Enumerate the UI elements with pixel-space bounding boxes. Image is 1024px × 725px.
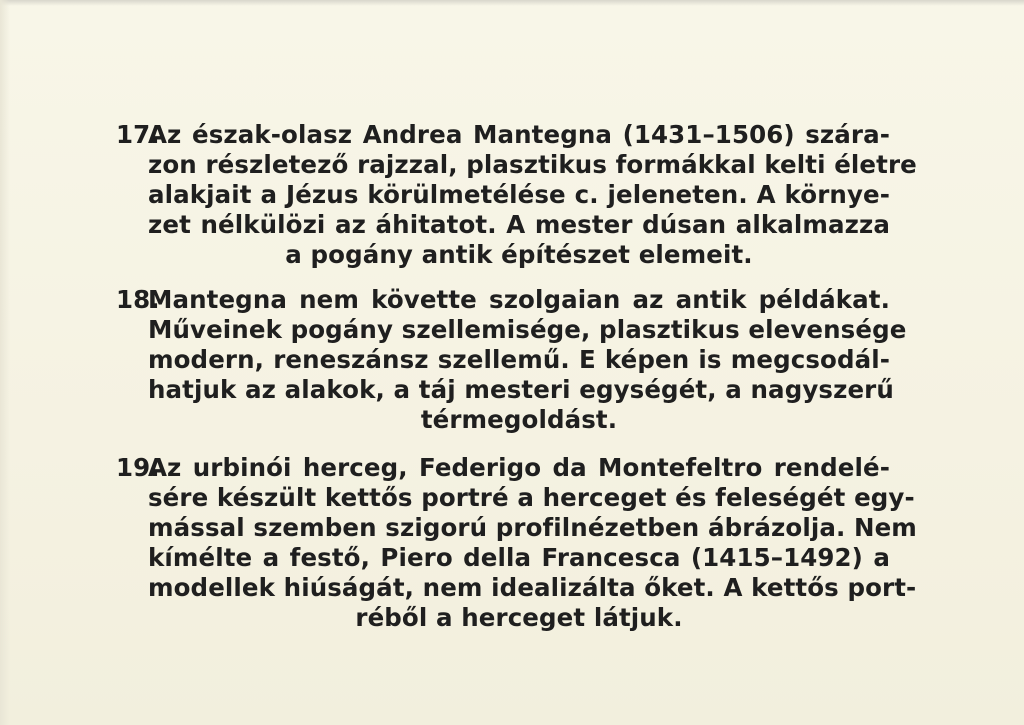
entry-number: 19. [116, 453, 160, 482]
page-top-edge [0, 0, 1024, 6]
caption-entry-19 [100, 453, 917, 633]
entry-line: a pogány antik építészet elemeit. [285, 240, 753, 269]
entry-line: réből a herceget látjuk. [355, 603, 683, 632]
entry-line: zet nélkülözi az áhitatot. A mester dúsan alkalmazza [148, 210, 890, 239]
entry-line: mással szemben szigorú profilnézetben ábrázolja. Nem [148, 513, 917, 542]
entry-line: kímélte a festő, Piero della Francesca (1415–1492) a [148, 543, 890, 572]
entry-line: Műveinek pogány szellemisége, plasztikus elevensége [148, 315, 907, 344]
entry-line: térmegoldást. [420, 405, 618, 434]
entry-line: sére készült kettős portré a herceget és feleségét egy- [148, 483, 915, 512]
entry-line: zon részletező rajzzal, plasztikus formákkal kelti életre [148, 150, 917, 179]
entry-line: modellek hiúságát, nem idealizálta őket. A kettős port- [148, 573, 917, 602]
page-left-edge [0, 0, 10, 725]
entry-line: Mantegna nem követte szolgaian az antik példákat. [148, 285, 890, 314]
entry-line: alakjait a Jézus körülmetélése c. jeleneten. A környe- [148, 180, 890, 209]
caption-entry-17 [100, 120, 917, 270]
entry-line: modern, reneszánsz szellemű. E képen is megcsodál- [148, 345, 890, 374]
entry-line: Az urbinói herceg, Federigo da Montefeltro rendelé- [148, 453, 890, 482]
entry-number: 18. [116, 285, 160, 314]
caption-entry-18 [100, 285, 907, 435]
entry-line: Az észak-olasz Andrea Mantegna (1431–1506) szára- [148, 120, 890, 149]
entry-number: 17. [116, 120, 160, 149]
entry-line: hatjuk az alakok, a táj mesteri egységét, a nagyszerű [148, 375, 894, 404]
